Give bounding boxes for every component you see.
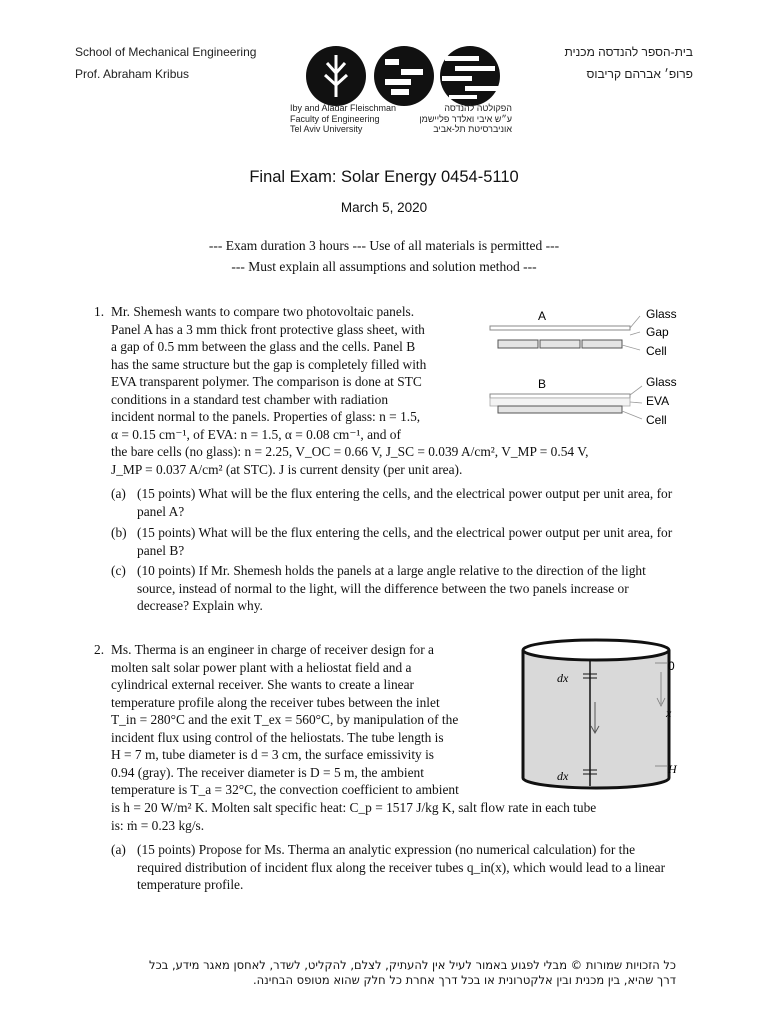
q2-stem-continued: is h = 20 W/m² K. Molten salt specific heat: C_p = 1517 J/kg K, salt flow rate in each tube is: ṁ = 0.23 kg/s. xyxy=(111,800,597,833)
panel-a-cell xyxy=(498,340,538,348)
panel-b-label: B xyxy=(538,377,547,391)
panel-b-glass xyxy=(490,394,630,398)
exam-title: Final Exam: Solar Energy 0454-5110 xyxy=(249,168,519,186)
panel-a-glass xyxy=(490,326,630,330)
exam-rule-2: --- Must explain all assumptions and solution method --- xyxy=(231,259,537,274)
dx-bottom-label: dx xyxy=(557,769,569,783)
q1-part-c: (c) (10 points) If Mr. Shemesh holds the panels at a large angle relative to the direction of the light source, instead of normal to the light, will the difference between the two panels increase or decrease? Explain why. xyxy=(111,563,646,613)
professor-name-he: פרופ׳ אברהם קריבוס xyxy=(586,67,693,81)
panel-a-cell xyxy=(582,340,622,348)
glass-label-b: Glass xyxy=(646,375,677,389)
faculty-name-he: הפקולטה להנדסה ע״ש איבי ואלדר פליישמן אוניברסיטת תל-אביב xyxy=(419,103,512,134)
q1-stem: Mr. Shemesh wants to compare two photovoltaic panels. Panel A has a 3 mm thick front protective glass sheet, with a gap of 0.5 mm between the glass and the cells. Panel B has the same structure but the gap is completely filled with EVA transparent polymer. The comparison is done at STC conditions in a standard test chamber with radiation incident normal to the panels. Properties of glass: n = 1.5, α = 0.15 cm⁻¹, of EVA: n = 1.5, α = 0.08 cm⁻¹, and of xyxy=(111,304,427,442)
school-name-he: בית-הספר להנדסה מכנית xyxy=(564,45,693,59)
x-label: x xyxy=(666,706,672,720)
panel-a-cell xyxy=(540,340,580,348)
copyright-footer: כל הזכויות שמורות © מבלי לפגוע באמור לעיל אין להעתיק, לצלם, להקליט, לשדר, לאחסן מאגר מידע, בכל דרך שהיא, בין מכנית ובין אלקטרונית או בכל דרך אחרת כל חלק שהוא מטופס הבחינה. xyxy=(149,958,676,987)
exam-rule-1: --- Exam duration 3 hours --- Use of all materials is permitted --- xyxy=(208,238,560,253)
q1-stem-continued: the bare cells (no glass): n = 2.25, V_OC = 0.66 V, J_SC = 0.039 A/cm², V_MP = 0.54 V, J_MP = 0.037 A/cm² (at STC). J is current density (per unit area). xyxy=(111,444,589,477)
cell-label-a: Cell xyxy=(646,344,667,358)
engineering-emblem-icon xyxy=(374,46,434,106)
panel-b-cells xyxy=(498,406,622,413)
glass-label-a: Glass xyxy=(646,307,677,321)
panel-diagram xyxy=(480,302,690,430)
faculty-name-en: Iby and Aladar Fleischman Faculty of Engineering Tel Aviv University xyxy=(290,103,397,134)
panel-b-eva xyxy=(490,398,630,406)
q1-part-a: (a) (15 points) What will be the flux entering the cells, and the electrical power output per unit area, for panel A? xyxy=(111,486,673,519)
q2-part-a: (a) (15 points) Propose for Ms. Therma an analytic expression (no numerical calculation) for the required distribution of incident flux along the receiver tubes q_in(x), which would lead to a linear temperature profile. xyxy=(111,842,666,892)
panel-a-label: A xyxy=(538,309,547,323)
cell-label-b: Cell xyxy=(646,413,667,427)
university-logo xyxy=(305,45,535,107)
q1-number: 1. xyxy=(94,304,105,319)
eva-label: EVA xyxy=(646,394,670,408)
professor-name-en: Prof. Abraham Kribus xyxy=(75,67,190,81)
dx-top-label: dx xyxy=(557,671,569,685)
zero-label: 0 xyxy=(668,659,675,673)
q2-number: 2. xyxy=(94,642,105,657)
school-name-en: School of Mechanical Engineering xyxy=(75,45,257,59)
receiver-cylinder-diagram xyxy=(515,636,695,796)
cylinder-top xyxy=(523,640,669,660)
q1-part-b: (b) (15 points) What will be the flux entering the cells, and the electrical power output per unit area, for panel B? xyxy=(111,525,673,558)
h-label: H xyxy=(668,762,677,776)
exam-date: March 5, 2020 xyxy=(340,200,428,215)
q2-stem: Ms. Therma is an engineer in charge of receiver design for a molten salt solar power plant with a heliostat field and a cylindrical external receiver. She wants to create a linear temperature profile along the receiver tubes between the inlet T_in = 280°C and the exit T_ex = 560°C, by manipulation of the incident flux using control of the heliostats. The tube length is H = 7 m, tube diameter is d = 3 cm, the surface emissivity is 0.94 (gray). The receiver diameter is D = 5 m, the ambient temperature is T_a = 32°C, the convection coefficient to ambient xyxy=(111,642,459,797)
gap-label: Gap xyxy=(646,325,669,339)
